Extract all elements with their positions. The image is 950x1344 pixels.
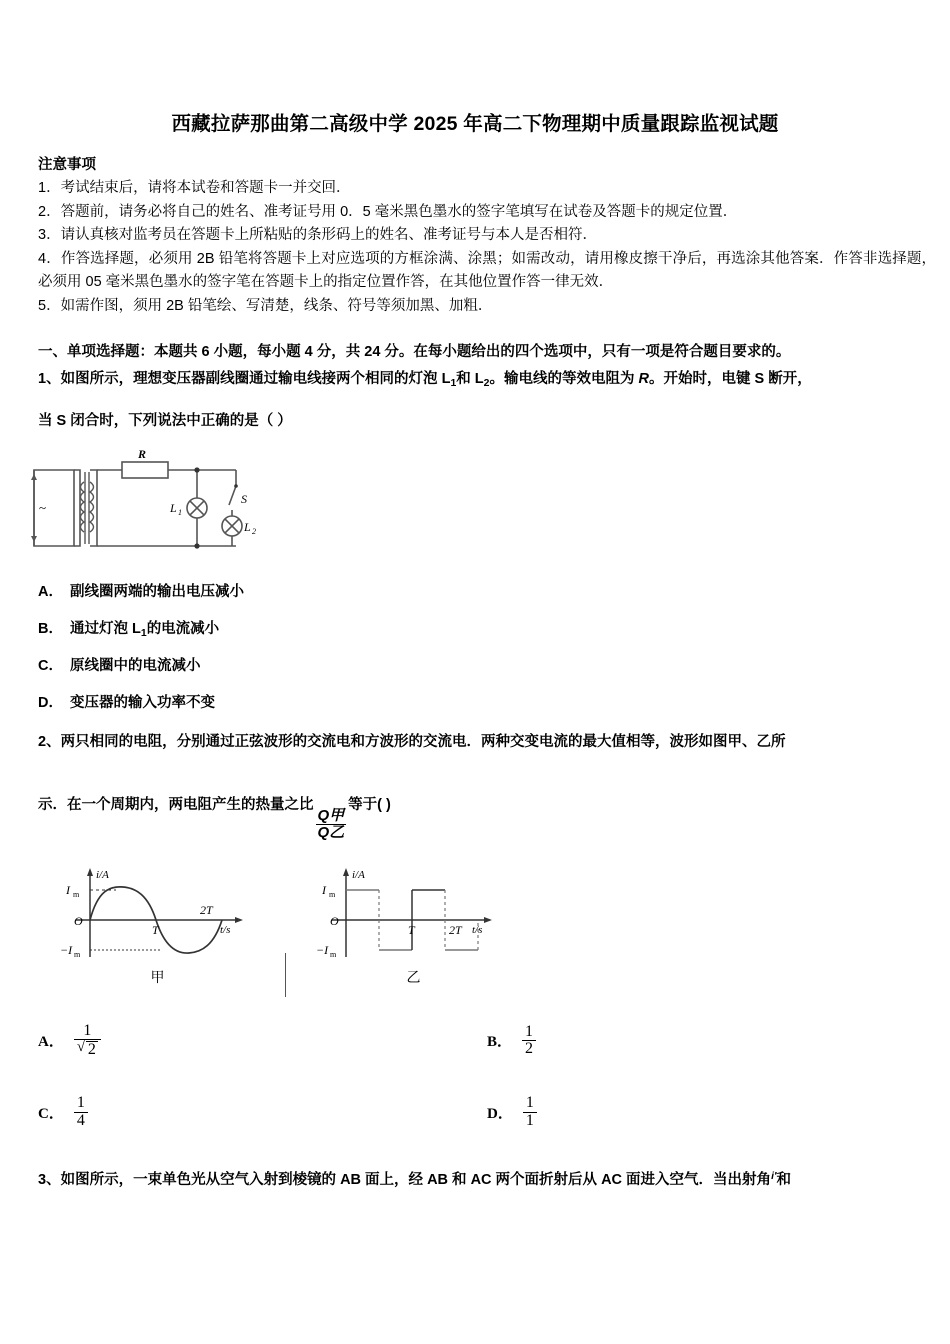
option-c-numerator: 1 [76, 1094, 85, 1112]
square-y-min-label: −I [316, 942, 329, 957]
notice-section [0, 154, 950, 318]
option-a-fraction [74, 1023, 101, 1060]
option-row-d[interactable] [487, 1095, 936, 1130]
y-axis-arrow [343, 868, 349, 876]
option-c-fraction [74, 1095, 88, 1130]
sine-y-min-sub: m [74, 949, 81, 959]
option-c-letter: C． [38, 1106, 64, 1123]
option-d-denominator: 1 [523, 1112, 537, 1130]
option-b-text-after: 的电流减小 [146, 620, 220, 637]
option-row-b[interactable] [38, 619, 936, 642]
q3-stem-after: 和 [776, 1172, 791, 1189]
square-wave-caption: 乙 [406, 968, 421, 985]
option-a-radicand: 2 [87, 1041, 96, 1059]
switch-pivot-dot [234, 484, 238, 488]
sine-y-max-sub: m [73, 889, 80, 899]
options-row-cd [38, 1095, 936, 1130]
option-c-letter: C． [38, 658, 63, 675]
option-b-numerator: 1 [525, 1022, 534, 1040]
sine-y-min-label: −I [60, 942, 73, 957]
option-c-text: 原线圈中的电流减小 [69, 658, 201, 675]
resistor-label: R [138, 448, 147, 462]
resistor-box [122, 462, 168, 478]
page-title: 西藏拉萨那曲第二高级中学 2025 年高二下物理期中质量跟踪监视试题 [171, 113, 779, 135]
transformer-circuit-diagram [0, 448, 950, 568]
notice-item-4: 4．作答选择题，必须用 2B 铅笔将答题卡上对应选项的方框涂满、涂黑；如需改动，请用橡皮擦干净后，再选涂其他答案．作答非选择题，必须用 05 毫米黑色墨水的签字笔在答题卡上的指定位置作答，在其他位置作答一律无效． [38, 250, 936, 291]
q3-stem-before: 3、如图所示，一束单色光从空气入射到棱镜的 AB 面上，经 AB 和 AC 两个面折射后从 AC 面进入空气．当出射角 [38, 1172, 772, 1189]
sine-wave-caption: 甲 [150, 968, 165, 985]
question-2-stem-line2 [38, 793, 936, 841]
section-one [0, 340, 950, 434]
square-tick-2T: 2T [449, 922, 462, 937]
switch-blade [229, 486, 236, 505]
option-row-c[interactable] [38, 1095, 487, 1130]
option-d-letter: D． [38, 695, 63, 712]
q1-stem-part1: 1、如图所示，理想变压器副线圈通过输电线接两个相同的灯泡 L [38, 371, 451, 388]
circuit-svg [22, 448, 282, 568]
sine-y-max-label: I [66, 882, 70, 897]
sine-tick-T: T [152, 922, 159, 937]
fraction-denominator: Q乙 [317, 823, 345, 841]
option-b-sub: 1 [140, 627, 147, 639]
x-axis-arrow [484, 917, 492, 923]
q1-stem-part2: 和 L [456, 371, 484, 388]
y-axis-arrow [87, 868, 93, 876]
square-origin-label: O [330, 913, 339, 928]
square-y-axis-label: i/A [352, 868, 365, 881]
lamp1-label-sub: 1 [178, 508, 182, 518]
lamp2-label: L [244, 520, 251, 535]
q1-stem-part3: 。输电线的等效电阻为 [489, 371, 639, 388]
q2-stem-after: 等于( ) [348, 796, 391, 813]
q3-prime-mark: ′ [773, 1170, 777, 1182]
x-axis-arrow [235, 917, 243, 923]
lamp1-label: L [170, 501, 177, 516]
option-row-d[interactable] [38, 693, 936, 715]
option-a-numerator: 1 [83, 1021, 92, 1039]
option-b-letter: B． [38, 620, 63, 637]
source-arrow-bottom [31, 536, 37, 542]
question-1-options [0, 582, 950, 715]
question-2-stem-line1: 2、两只相同的电阻，分别通过正弦波形的交流电和方波形的交流电．两种交变电流的最大值相等，波形如图甲、乙所 [38, 733, 786, 750]
option-d-numerator: 1 [525, 1094, 534, 1112]
square-wave-svg [316, 865, 511, 965]
question-1-stem-line2: 当 S 闭合时，下列说法中正确的是（ ） [38, 413, 292, 430]
option-c-denominator: 4 [74, 1112, 88, 1130]
junction-dot-bottom [194, 544, 199, 549]
square-y-max-sub: m [329, 889, 336, 899]
option-b-letter: B． [487, 1034, 513, 1051]
option-a-text: 副线圈两端的输出电压减小 [69, 584, 244, 601]
option-row-c[interactable] [38, 656, 936, 678]
notice-item-1: 1．考试结束后，请将本试卷和答题卡一并交回． [38, 180, 351, 197]
options-row-ab [38, 1023, 936, 1060]
q1-symbol-R: R [638, 371, 649, 388]
q1-sub-1: 1 [450, 378, 457, 390]
sine-origin-label: O [74, 913, 83, 928]
square-y-max-label: I [322, 882, 326, 897]
sine-tick-2T: 2T [200, 902, 213, 917]
option-a-letter: A． [38, 1034, 64, 1051]
question-2-options [0, 1023, 950, 1130]
notice-item-5: 5．如需作图，须用 2B 铅笔绘、写清楚，线条、符号等须加黑、加粗． [38, 297, 493, 314]
option-d-letter: D． [487, 1106, 513, 1123]
source-arrow-top [31, 474, 37, 480]
section-one-heading: 一、单项选择题：本题共 6 小题，每小题 4 分，共 24 分。在每小题给出的四个选项中，只有一项是符合题目要求的。 [38, 344, 791, 361]
option-d-text: 变压器的输入功率不变 [69, 695, 215, 712]
option-row-a[interactable] [38, 582, 936, 604]
option-d-fraction [523, 1095, 537, 1130]
question-3 [0, 1168, 950, 1193]
ac-source-label: ~ [39, 500, 47, 516]
sine-wave-figure [60, 865, 255, 987]
option-a-denominator [74, 1039, 101, 1059]
lamp2-label-sub: 2 [252, 527, 256, 537]
square-y-min-sub: m [330, 949, 337, 959]
sine-wave-svg [60, 865, 255, 965]
square-x-axis-label: t/s [472, 923, 483, 936]
q2-stem-before: 示．在一个周期内，两电阻产生的热量之比 [38, 796, 314, 813]
q3-symbol: i [771, 1170, 774, 1182]
square-tick-T: T [408, 922, 415, 937]
notice-item-2: 2．答题前，请务必将自己的姓名、准考证号用 0．5 毫米黑色墨水的签字笔填写在试卷及答题卡的规定位置． [38, 203, 738, 220]
waveform-figures [0, 865, 950, 997]
switch-label: S [241, 492, 247, 507]
notice-heading: 注意事项 [38, 157, 96, 173]
square-wave-figure [316, 865, 511, 987]
question-1-stem [38, 367, 936, 393]
q1-stem-part4: 。开始时，电键 S 断开， [648, 371, 812, 388]
junction-dot-top [194, 468, 199, 473]
q1-sub-2: 2 [483, 378, 490, 390]
option-b-text-before: 通过灯泡 L [69, 620, 141, 637]
option-b-fraction [522, 1024, 536, 1059]
option-b-denominator: 2 [522, 1040, 536, 1058]
question-2 [0, 730, 950, 841]
option-a-letter: A． [38, 584, 63, 601]
sine-y-axis-label: i/A [96, 868, 109, 881]
option-row-a[interactable] [38, 1023, 487, 1060]
figure-divider [285, 953, 286, 997]
notice-item-3: 3．请认真核对监考员在答题卡上所粘贴的条形码上的姓名、准考证号与本人是否相符． [38, 227, 598, 244]
question-3-stem [38, 1168, 936, 1193]
sine-x-axis-label: t/s [220, 923, 231, 936]
fraction-numerator: Q甲 [317, 807, 345, 825]
option-row-b[interactable] [487, 1023, 936, 1060]
heat-ratio-fraction [316, 808, 347, 841]
sqrt-icon [77, 1040, 98, 1059]
